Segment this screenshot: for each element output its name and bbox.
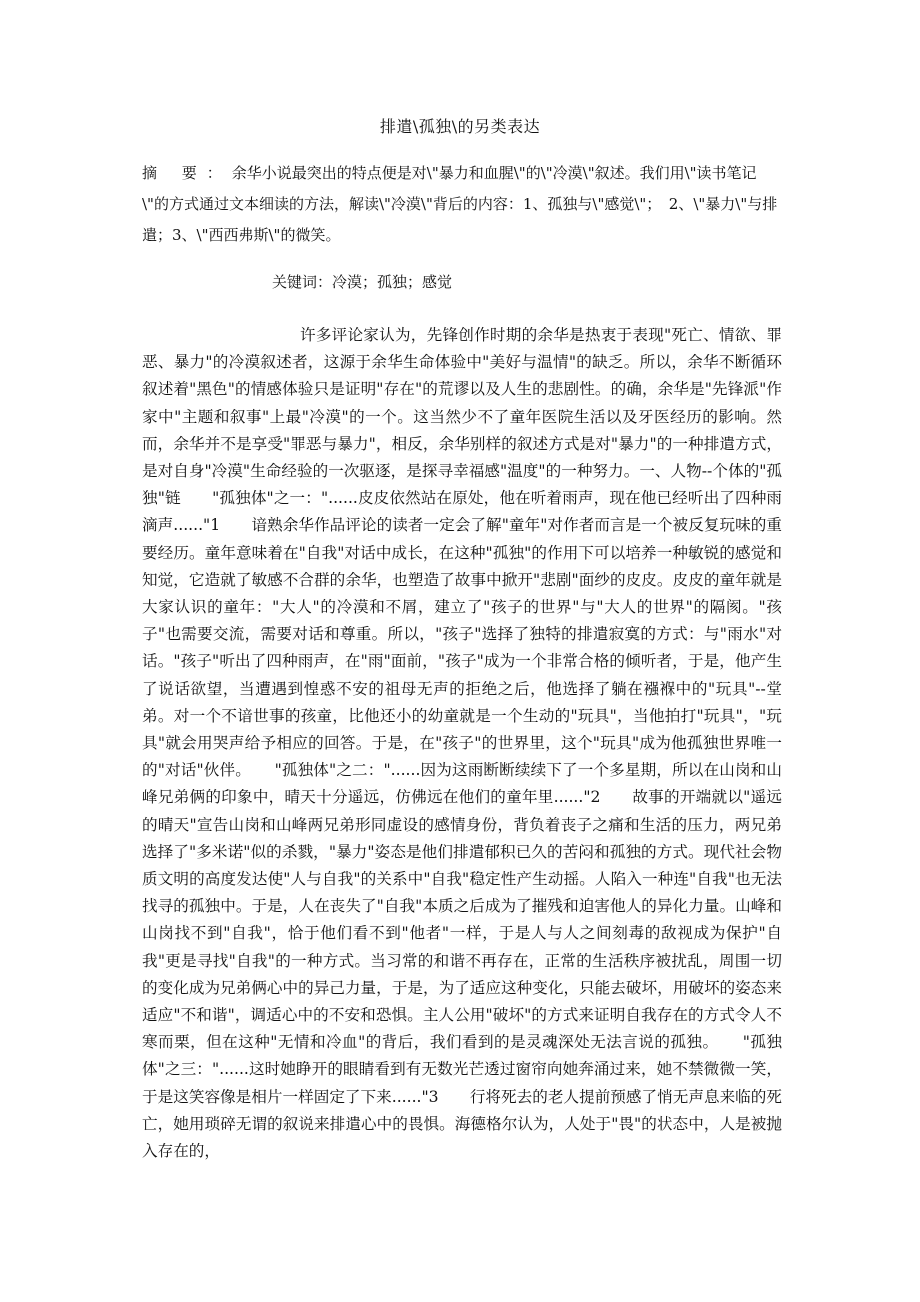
- abstract-label: 摘 要：: [142, 164, 232, 182]
- page-title: 排遣\孤独\的另类表达: [379, 117, 541, 136]
- abstract-text: 余华小说最突出的特点便是对\"暴力和血腥\"的\"冷漠\"叙述。我们用\"读书笔记\"的方式通过文本细读的方法，解读\"冷漠\"背后的内容：1、孤独与\"感觉\"； 2、\"暴力\"与排遣；3、\"西西弗斯\"的微笑。: [142, 164, 778, 244]
- body-paragraph: 许多评论家认为，先锋创作时期的余华是热衷于表现"死亡、情欲、罪恶、暴力"的冷漠叙述者，这源于余华生命体验中"美好与温情"的缺乏。所以，余华不断循环叙述着"黑色"的情感体验只是证明"存在"的荒谬以及人生的悲剧性。的确，余华是"先锋派"作家中"主题和叙事"上最"冷漠"的一个。这当然少不了童年医院生活以及牙医经历的影响。然而，余华并不是享受"罪恶与暴力"，相反，余华别样的叙述方式是对"暴力"的一种排遣方式，是对自身"冷漠"生命经验的一次驱逐，是探寻幸福感"温度"的一种努力。一、人物--个体的"孤独"链 "孤独体"之一："......皮皮依然站在原处，他在听着雨声，现在他已经听出了四种雨滴声......"1 谙熟余华作品评论的读者一定会了解"童年"对作者而言是一个被反复玩味的重要经历。童年意味着在"自我"对话中成长，在这种"孤独"的作用下可以培养一种敏锐的感觉和知觉，它造就了敏感不合群的余华，也塑造了故事中掀开"悲剧"面纱的皮皮。皮皮的童年就是大家认识的童年："大人"的冷漠和不屑，建立了"孩子的世界"与"大人的世界"的隔阂。"孩子"也需要交流，需要对话和尊重。所以，"孩子"选择了独特的排遣寂寞的方式：与"雨水"对话。"孩子"听出了四种雨声，在"雨"面前，"孩子"成为一个非常合格的倾听者，于是，他产生了说话欲望，当遭遇到惶惑不安的祖母无声的拒绝之后，他选择了躺在襁褓中的"玩具"--堂弟。对一个不谙世事的孩童，比他还小的幼童就是一个生动的"玩具"，当他拍打"玩具"，"玩具"就会用哭声给予相应的回答。于是，在"孩子"的世界里，这个"玩具"成为他孤独世界唯一的"对话"伙伴。 "孤独体"之二："......因为这雨断断续续下了一个多星期，所以在山岗和山峰兄弟俩的印象中，晴天十分遥远，仿佛远在他们的童年里......"2 故事的开端就以"遥远的晴天"宣告山岗和山峰两兄弟形同虚设的感情身份，背负着丧子之痛和生活的压力，两兄弟选择了"多米诺"似的杀戮，"暴力"姿态是他们排遣郁积已久的苦闷和孤独的方式。现代社会物质文明的高度发达使"人与自我"的关系中"自我"稳定性产生动摇。人陷入一种连"自我"也无法找寻的孤独中。于是，人在丧失了"自我"本质之后成为了摧残和迫害他人的异化力量。山峰和山岗找不到"自我"，恰于他们看不到"他者"一样，于是人与人之间刻毒的敌视成为保护"自我"更是寻找"自我"的一种方式。当习常的和谐不再存在，正常的生活秩序被扰乱，周围一切的变化成为兄弟俩心中的异己力量，于是，为了适应这种变化，只能去破坏，用破坏的姿态来适应"不和谐"，调适心中的不安和恐惧。主人公用"破坏"的方式来证明自我存在的方式令人不寒而栗，但在这种"无情和冷血"的背后，我们看到的是灵魂深处无法言说的孤独。 "孤独体"之三："......这时她睁开的眼睛看到有无数光芒透过窗帘向她奔涌过来，她不禁微微一笑，于是这笑容像是相片一样固定了下来......"3 行将死去的老人提前预感了悄无声息来临的死亡，她用琐碎无谓的叙说来排遣心中的畏惧。海德格尔认为，人处于"畏"的状态中，人是被抛入存在的，: [142, 326, 782, 1161]
- keywords-line: 关键词：冷漠；孤独；感觉: [272, 273, 453, 291]
- abstract-paragraph: [142, 158, 782, 251]
